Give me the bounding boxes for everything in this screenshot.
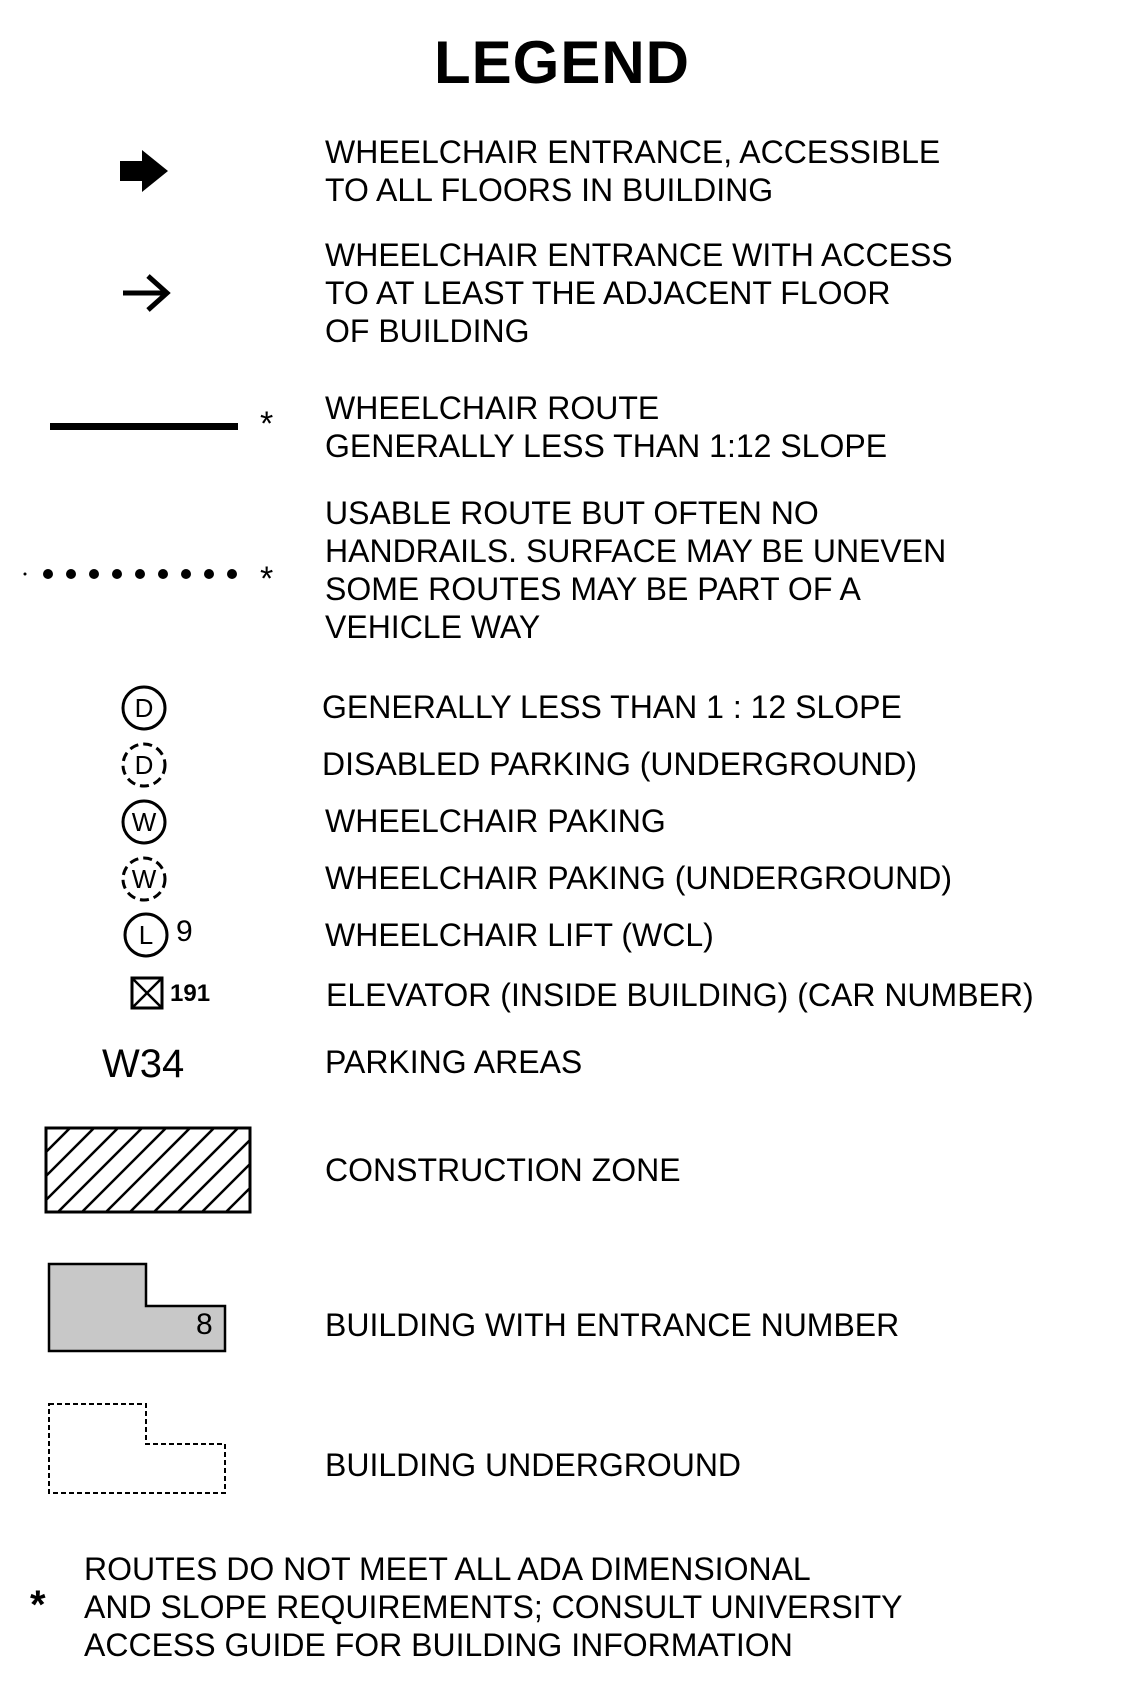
building-entrance-number: 8 [196, 1308, 213, 1341]
dashed-circle-w-icon [120, 855, 168, 908]
legend-text-wheelchair-entrance-adjacent-floor: WHEELCHAIR ENTRANCE WITH ACCESS TO AT LEAST THE ADJACENT FLOOR OF BUILDING [325, 237, 953, 349]
circle-l-icon [122, 911, 170, 964]
circle-d-letter: D [134, 693, 154, 723]
legend-text-wheelchair-lift: WHEELCHAIR LIFT (WCL) [325, 917, 714, 953]
legend-text-wheelchair-parking-underground: WHEELCHAIR PAKING (UNDERGROUND) [325, 860, 952, 896]
legend-text-parking-areas: PARKING AREAS [325, 1044, 583, 1080]
solid-route-line-icon [50, 420, 240, 438]
circle-w-letter: W [131, 807, 157, 837]
open-arrow-icon [120, 270, 174, 321]
parking-area-label: W34 [102, 1042, 185, 1086]
legend-text-wheelchair-entrance-all-floors: WHEELCHAIR ENTRANCE, ACCESSIBLE TO ALL FLOORS IN BUILDING [325, 134, 941, 208]
dotted-route-line-icon [22, 566, 252, 587]
circle-l-letter: L [138, 920, 154, 950]
dashed-circle-d-icon [120, 741, 168, 794]
dashed-circle-w-letter: W [131, 864, 157, 894]
legend-text-usable-route: USABLE ROUTE BUT OFTEN NO HANDRAILS. SURFACE MAY BE UNEVEN SOME ROUTES MAY BE PART OF A VEHICLE WAY [325, 495, 947, 645]
footnote-text: ROUTES DO NOT MEET ALL ADA DIMENSIONAL AND SLOPE REQUIREMENTS; CONSULT UNIVERSITY ACCESS GUIDE FOR BUILDING INFORMATION [84, 1551, 903, 1663]
circle-d-icon [120, 684, 168, 737]
circle-w-icon [120, 798, 168, 851]
footnote-asterisk: * [30, 1583, 46, 1627]
construction-zone-hatch-icon [44, 1126, 252, 1219]
legend-text-elevator: ELEVATOR (INSIDE BUILDING) (CAR NUMBER) [326, 977, 1034, 1013]
legend-text-building-underground: BUILDING UNDERGROUND [325, 1447, 742, 1483]
lift-number: 9 [176, 915, 193, 948]
solid-arrow-icon [118, 148, 172, 199]
elevator-car-number: 191 [170, 980, 211, 1007]
legend-text-wheelchair-parking: WHEELCHAIR PAKING [325, 803, 666, 839]
route-asterisk: * [260, 405, 274, 443]
legend-title: LEGEND [433, 29, 691, 96]
legend-text-building-entrance: BUILDING WITH ENTRANCE NUMBER [325, 1307, 900, 1343]
elevator-icon [130, 976, 164, 1015]
usable-route-asterisk: * [260, 560, 274, 598]
legend-text-construction-zone: CONSTRUCTION ZONE [325, 1152, 681, 1188]
building-underground-icon [47, 1402, 229, 1501]
legend-text-wheelchair-route: WHEELCHAIR ROUTE GENERALLY LESS THAN 1:12 SLOPE [325, 390, 888, 464]
legend-text-slope: GENERALLY LESS THAN 1 : 12 SLOPE [322, 689, 902, 725]
legend-text-disabled-parking-underground: DISABLED PARKING (UNDERGROUND) [322, 746, 918, 782]
dashed-circle-d-letter: D [134, 750, 154, 780]
